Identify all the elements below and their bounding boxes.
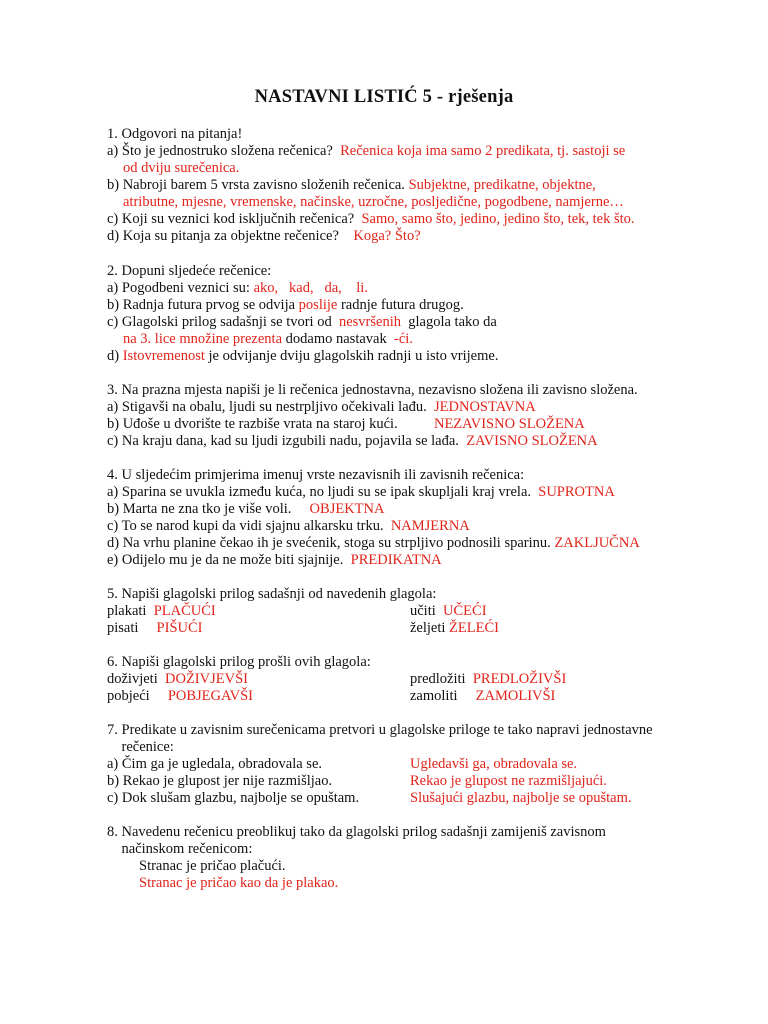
text-line xyxy=(107,654,371,671)
text-line xyxy=(410,688,555,705)
question-text: 4. U sljedećim primjerima imenuj vrste nezavisnih ili zavisnih rečenica: xyxy=(107,467,525,483)
question-text: predložiti xyxy=(410,671,473,687)
text-line xyxy=(107,620,202,637)
answer-text: PIŠUĆI xyxy=(156,620,203,636)
answer-text: JEDNOSTAVNA xyxy=(434,399,536,415)
text-line xyxy=(107,314,497,331)
answer-text: OBJEKTNA xyxy=(309,501,385,517)
text-line xyxy=(107,297,464,314)
answer-text: poslije xyxy=(298,297,338,313)
answer-text: Ugledavši ga, obradovala se. xyxy=(410,756,578,772)
text-line xyxy=(107,143,625,160)
question-text: plakati xyxy=(107,603,154,619)
answer-text: PLAČUĆI xyxy=(153,603,216,619)
answer-text: ŽELEĆI xyxy=(449,620,499,636)
question-text: a) Sparina se uvukla između kuća, no ljudi su se ipak skupljali kraj vrela. xyxy=(107,484,539,500)
text-line xyxy=(139,875,338,892)
text-line xyxy=(107,399,536,416)
text-line xyxy=(107,382,638,399)
answer-text: od dviju surečenica. xyxy=(123,160,240,176)
text-line xyxy=(107,552,442,569)
question-text: dodamo nastavak xyxy=(282,331,394,347)
text-line xyxy=(410,756,577,773)
question-text: zamoliti xyxy=(410,688,476,704)
text-line xyxy=(107,280,368,297)
question-text: b) Rekao je glupost jer nije razmišljao. xyxy=(107,773,333,789)
question-text: željeti xyxy=(410,620,450,636)
text-line xyxy=(107,688,253,705)
text-line xyxy=(107,433,598,450)
text-line xyxy=(107,824,606,841)
answer-text: NAMJERNA xyxy=(390,518,470,534)
question-text: 1. Odgovori na pitanja! xyxy=(107,126,243,142)
text-line xyxy=(107,722,653,739)
question-text: e) Odijelo mu je da ne može biti sjajnije. xyxy=(107,552,351,568)
text-line xyxy=(107,790,359,807)
answer-text: DOŽIVJEVŠI xyxy=(165,671,248,687)
answer-text: ZAKLJUČNA xyxy=(554,535,640,551)
answer-text: -ći. xyxy=(393,331,413,347)
text-line xyxy=(107,518,470,535)
text-line xyxy=(107,348,498,365)
question-text: c) Dok slušam glazbu, najbolje se opuštam. xyxy=(107,790,360,806)
question-text: 3. Na prazna mjesta napiši je li rečenica jednostavna, nezavisno složena ili zavisno složena. xyxy=(107,382,638,398)
question-text: c) Koji su veznici kod isključnih rečenica? xyxy=(107,211,362,227)
question-text: b) Nabroji barem 5 vrsta zavisno složenih rečenica. xyxy=(107,177,409,193)
question-text: 7. Predikate u zavisnim surečenicama pretvori u glagolske priloge te tako napravi jednostavne xyxy=(107,722,653,738)
text-line xyxy=(107,841,252,858)
answer-text: Samo, samo što, jedino, jedino što, tek, tek što. xyxy=(361,211,635,227)
question-text: glagola tako da xyxy=(400,314,497,330)
text-line xyxy=(410,620,499,637)
answer-text: UČEĆI xyxy=(443,603,487,619)
text-line xyxy=(107,535,640,552)
answer-text: PREDLOŽIVŠI xyxy=(472,671,567,687)
question-text: c) Glagolski prilog sadašnji se tvori od xyxy=(107,314,339,330)
question-text: načinskom rečenicom: xyxy=(107,841,253,857)
text-line xyxy=(107,177,596,194)
question-text: a) Pogodbeni veznici su: xyxy=(107,280,254,296)
answer-text: Stranac je pričao kao da je plakao. xyxy=(139,875,339,891)
answer-text: SUPROTNA xyxy=(538,484,615,500)
answer-text: ZAMOLIVŠI xyxy=(475,688,556,704)
text-line xyxy=(107,739,174,756)
answer-text: Rečenica koja ima samo 2 predikata, tj. sastoji se xyxy=(340,143,626,159)
question-text: je odvijanje dviju glagolskih radnji u isto vrijeme. xyxy=(204,348,499,364)
answer-text: Rekao je glupost ne razmišljajući. xyxy=(410,773,607,789)
question-text: 8. Navedenu rečenicu preoblikuj tako da glagolski prilog sadašnji zamijeniš zavisnom xyxy=(107,824,606,840)
question-text: doživjeti xyxy=(107,671,165,687)
text-line xyxy=(123,331,413,348)
question-text: pobjeći xyxy=(107,688,168,704)
text-line xyxy=(107,263,271,280)
question-text: a) Stigavši na obalu, ljudi su nestrpljivo očekivali lađu. xyxy=(107,399,435,415)
text-line xyxy=(107,756,322,773)
answer-text: ako, kad, da, li. xyxy=(253,280,368,296)
answer-text: Slušajući glazbu, najbolje se opuštam. xyxy=(410,790,632,806)
answer-text: Koga? Što? xyxy=(353,228,421,244)
text-line xyxy=(107,671,248,688)
answer-text: na 3. lice množine prezenta xyxy=(123,331,283,347)
question-text: 2. Dopuni sljedeće rečenice: xyxy=(107,263,272,279)
text-line xyxy=(123,194,624,211)
text-line xyxy=(410,773,607,790)
answer-text: NEZAVISNO SLOŽENA xyxy=(433,416,585,432)
answer-text: nesvršenih xyxy=(338,314,401,330)
question-text: c) Na kraju dana, kad su ljudi izgubili nadu, pojavila se lađa. xyxy=(107,433,467,449)
text-line xyxy=(410,603,487,620)
answer-text: ZAVISNO SLOŽENA xyxy=(466,433,598,449)
page-title: NASTAVNI LISTIĆ 5 - rješenja xyxy=(254,87,514,107)
text-line xyxy=(139,858,286,875)
question-text: d) xyxy=(107,348,123,364)
text-line xyxy=(107,228,421,245)
text-line xyxy=(410,671,566,688)
question-text: a) Čim ga je ugledala, obradovala se. xyxy=(107,756,323,772)
question-text: 6. Napiši glagolski prilog prošli ovih glagola: xyxy=(107,654,371,670)
question-text: b) Uđoše u dvorište te razbiše vrata na staroj kući. xyxy=(107,416,434,432)
text-line xyxy=(107,211,635,228)
text-line xyxy=(410,790,632,807)
question-text: b) Marta ne zna tko je više voli. xyxy=(107,501,310,517)
text-line xyxy=(107,603,216,620)
text-line xyxy=(107,416,585,433)
answer-text: Subjektne, predikatne, objektne, xyxy=(408,177,596,193)
question-text: a) Što je jednostruko složena rečenica? xyxy=(107,143,341,159)
text-line xyxy=(107,586,436,603)
text-line xyxy=(123,160,239,177)
text-line xyxy=(107,467,524,484)
text-line xyxy=(107,501,384,518)
answer-text: PREDIKATNA xyxy=(350,552,442,568)
question-text: radnje futura drugog. xyxy=(337,297,464,313)
question-text: d) Na vrhu planine čekao ih je svećenik, stoga su strpljivo podnosili sparinu. xyxy=(107,535,555,551)
text-line xyxy=(107,484,615,501)
question-text: b) Radnja futura prvog se odvija xyxy=(107,297,299,313)
question-text: Stranac je pričao plačući. xyxy=(139,858,286,874)
answer-text: atributne, mjesne, vremenske, načinske, uzročne, posljedične, pogodbene, namjerne… xyxy=(123,194,624,210)
question-text: pisati xyxy=(107,620,157,636)
answer-text: Istovremenost xyxy=(122,348,205,364)
question-text: d) Koja su pitanja za objektne rečenice? xyxy=(107,228,354,244)
question-text: c) To se narod kupi da vidi sjajnu alkarsku trku. xyxy=(107,518,391,534)
question-text: 5. Napiši glagolski prilog sadašnji od navedenih glagola: xyxy=(107,586,437,602)
answer-text: POBJEGAVŠI xyxy=(167,688,253,704)
text-line xyxy=(107,773,332,790)
text-line xyxy=(107,126,242,143)
question-text: rečenice: xyxy=(107,739,174,755)
question-text: učiti xyxy=(410,603,444,619)
